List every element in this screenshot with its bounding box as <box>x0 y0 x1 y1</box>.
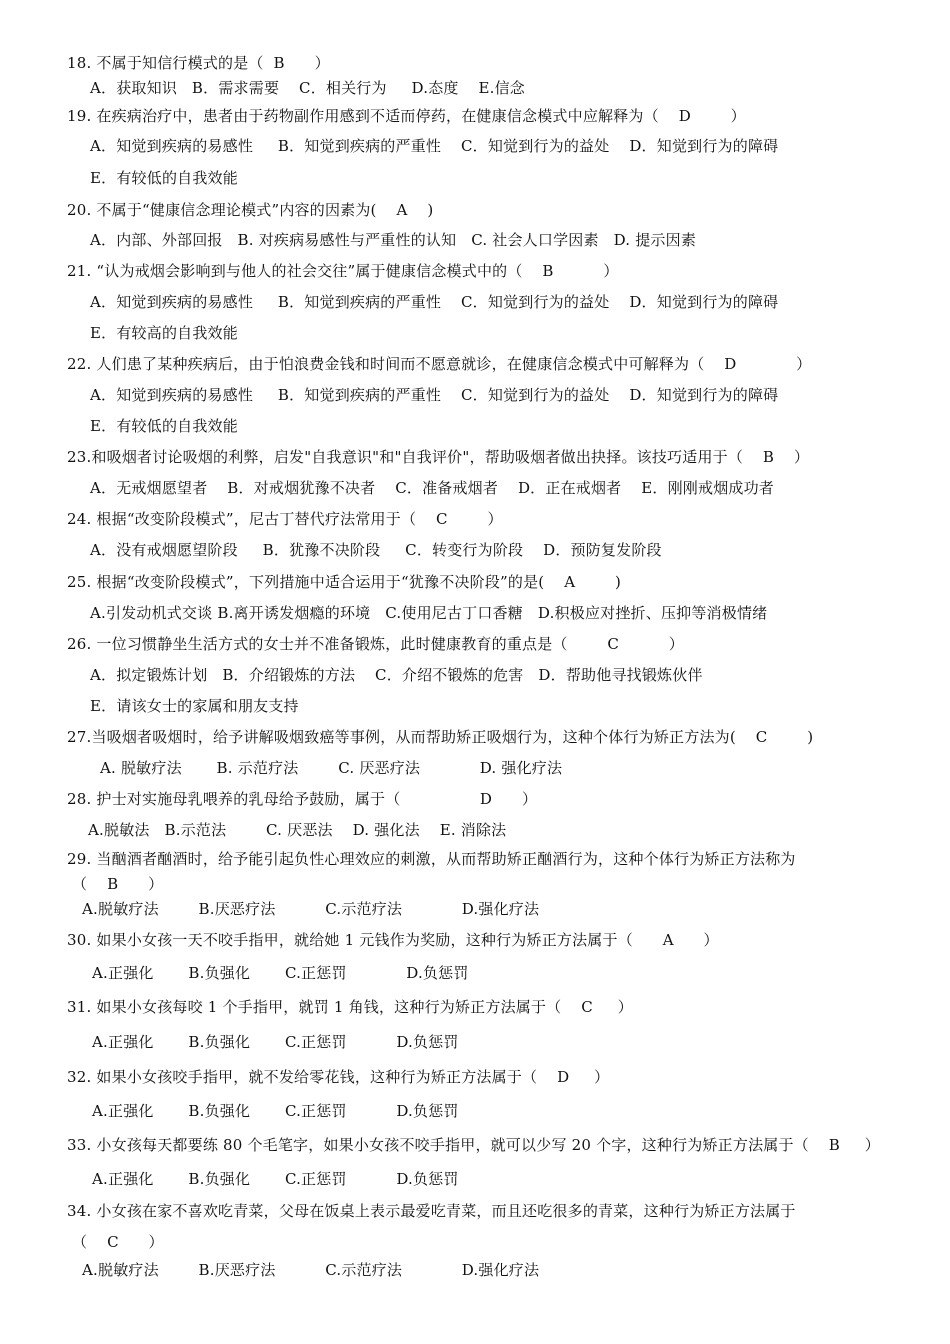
question-32: 32. 如果小女孩咬手指甲，就不发给零花钱，这种行为矫正方法属于（ D ） <box>67 1068 610 1086</box>
question-28: 28. 护士对实施母乳喂养的乳母给予鼓励，属于（ D ） <box>67 790 538 808</box>
options-21-a: A．知觉到疾病的易感性 B．知觉到疾病的严重性 C．知觉到行为的益处 D．知觉到行为的障碍 <box>90 293 779 311</box>
question-20: 20. 不属于“健康信念理论模式”内容的因素为( A ) <box>67 201 434 219</box>
question-24: 24. 根据“改变阶段模式”，尼古丁替代疗法常用于（ C ） <box>67 510 503 528</box>
question-27: 27.当吸烟者吸烟时，给予讲解吸烟致癌等事例，从而帮助矫正吸烟行为，这种个体行为矫正方法为( C ) <box>67 728 814 746</box>
question-19: 19. 在疾病治疗中，患者由于药物副作用感到不适而停药，在健康信念模式中应解释为（ D ） <box>67 107 746 125</box>
options-22-a: A．知觉到疾病的易感性 B．知觉到疾病的严重性 C．知觉到行为的益处 D．知觉到行为的障碍 <box>90 386 779 404</box>
options-19-b: E．有较低的自我效能 <box>90 169 238 187</box>
options-30: A.正强化 B.负强化 C.正惩罚 D.负惩罚 <box>92 964 469 982</box>
options-19-a: A．知觉到疾病的易感性 B．知觉到疾病的严重性 C．知觉到行为的益处 D．知觉到行为的障碍 <box>90 137 779 155</box>
question-25: 25. 根据“改变阶段模式”，下列措施中适合运用于“犹豫不决阶段”的是( A ) <box>67 573 622 591</box>
options-32: A.正强化 B.负强化 C.正惩罚 D.负惩罚 <box>92 1102 459 1120</box>
options-31: A.正强化 B.负强化 C.正惩罚 D.负惩罚 <box>92 1033 459 1051</box>
options-22-b: E．有较低的自我效能 <box>90 417 238 435</box>
question-30: 30. 如果小女孩一天不咬手指甲，就给她 1 元钱作为奖励，这种行为矫正方法属于（ A ） <box>67 931 719 949</box>
options-33: A.正强化 B.负强化 C.正惩罚 D.负惩罚 <box>92 1170 459 1188</box>
question-29-answer: （ B ） <box>72 875 164 893</box>
question-34-answer: （ C ） <box>72 1233 164 1251</box>
options-27: A. 脱敏疗法 B. 示范疗法 C. 厌恶疗法 D. 强化疗法 <box>100 759 563 777</box>
question-29: 29. 当酗酒者酗酒时，给予能引起负性心理效应的刺激，从而帮助矫正酗酒行为，这种个体行为矫正方法称为 <box>67 850 796 868</box>
options-34: A.脱敏疗法 B.厌恶疗法 C.示范疗法 D.强化疗法 <box>82 1261 540 1279</box>
question-26: 26. 一位习惯静坐生活方式的女士并不准备锻炼，此时健康教育的重点是（ C ） <box>67 635 684 653</box>
options-26-b: E．请该女士的家属和朋友支持 <box>90 697 299 715</box>
options-21-b: E．有较高的自我效能 <box>90 324 238 342</box>
question-31: 31. 如果小女孩每咬 1 个手指甲，就罚 1 角钱，这种行为矫正方法属于（ C ） <box>67 998 633 1016</box>
question-18: 18. 不属于知信行模式的是（ B ） <box>67 54 330 72</box>
options-25: A.引发动机式交谈 B.离开诱发烟瘾的环境 C.使用尼古丁口香糖 D.积极应对挫折、压抑等消极情绪 <box>90 604 768 622</box>
options-26-a: A．拟定锻炼计划 B．介绍锻炼的方法 C．介绍不锻炼的危害 D．帮助他寻找锻炼伙伴 <box>90 666 703 684</box>
options-28: A.脱敏法 B.示范法 C. 厌恶法 D. 强化法 E. 消除法 <box>88 821 507 839</box>
question-33: 33. 小女孩每天都要练 80 个毛笔字，如果小女孩不咬手指甲，就可以少写 20 个字，这种行为矫正方法属于（ B ） <box>67 1136 881 1154</box>
question-21: 21. “认为戒烟会影响到与他人的社会交往”属于健康信念模式中的（ B ） <box>67 262 619 280</box>
question-22: 22. 人们患了某种疾病后，由于怕浪费金钱和时间而不愿意就诊，在健康信念模式中可解释为（ D ） <box>67 355 812 373</box>
options-29: A.脱敏疗法 B.厌恶疗法 C.示范疗法 D.强化疗法 <box>82 900 540 918</box>
options-20: A．内部、外部回报 B. 对疾病易感性与严重性的认知 C. 社会人口学因素 D. 提示因素 <box>90 231 697 249</box>
options-18: A．获取知识 B．需求需要 C．相关行为 D.态度 E.信念 <box>90 79 526 97</box>
question-34: 34. 小女孩在家不喜欢吃青菜，父母在饭桌上表示最爱吃青菜，而且还吃很多的青菜，这种行为矫正方法属于 <box>67 1202 796 1220</box>
options-23: A．无戒烟愿望者 B．对戒烟犹豫不决者 C．准备戒烟者 D．正在戒烟者 E．刚刚戒烟成功者 <box>90 479 775 497</box>
question-23: 23.和吸烟者讨论吸烟的利弊，启发"自我意识"和"自我评价"，帮助吸烟者做出抉择。该技巧适用于（ B ） <box>67 448 810 466</box>
options-24: A．没有戒烟愿望阶段 B．犹豫不决阶段 C．转变行为阶段 D．预防复发阶段 <box>90 541 662 559</box>
